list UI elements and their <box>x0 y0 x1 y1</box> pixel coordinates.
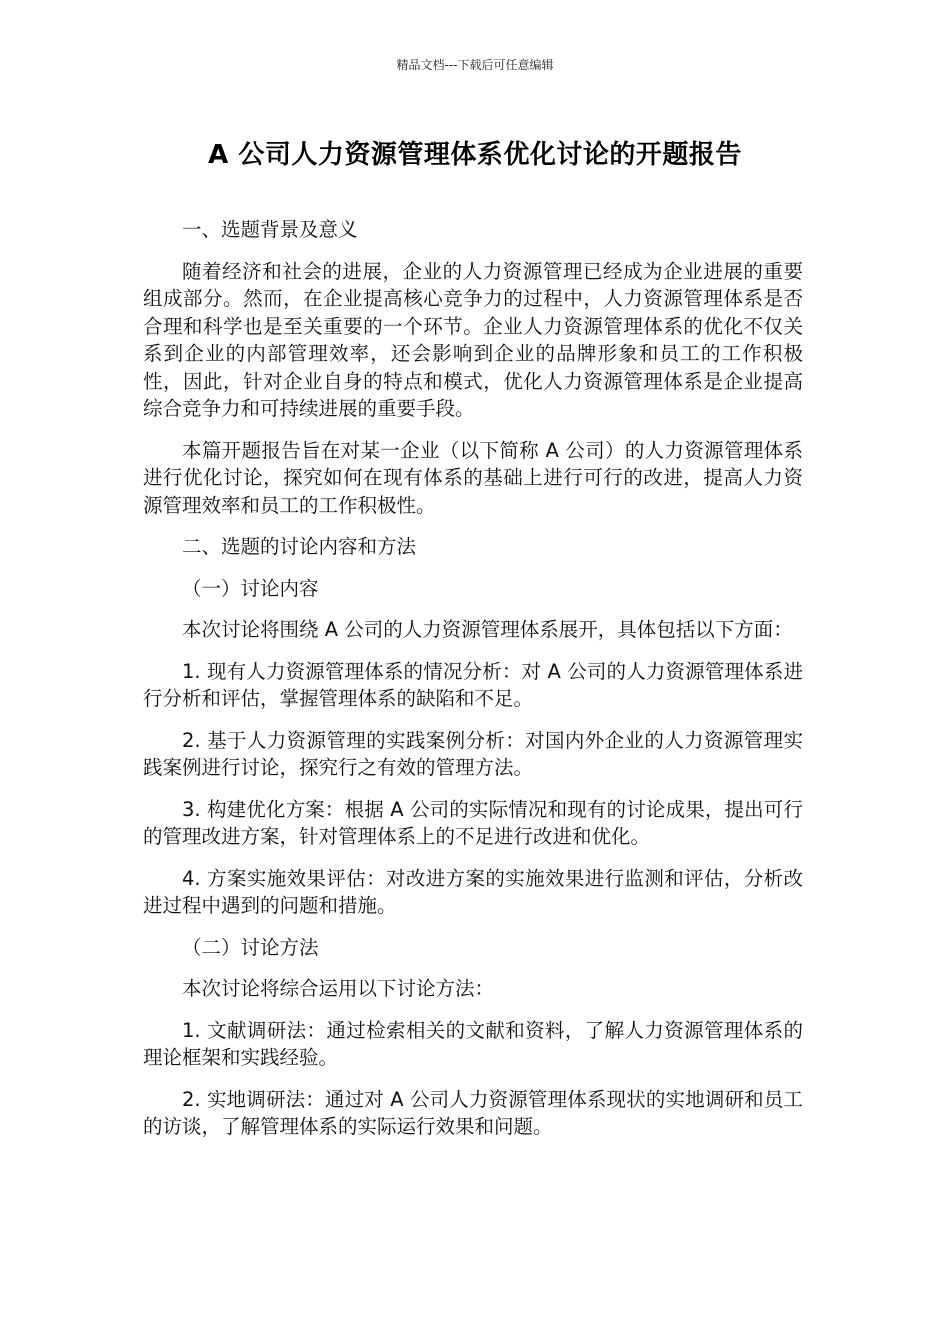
paragraph-method-intro: 本次讨论将综合运用以下讨论方法： <box>182 977 495 1000</box>
list-item-content-2: 2. 基于人力资源管理的实践案例分析：对国内外企业的人力资源管理实践案例进行讨论，探究行之有效的管理方法。 <box>143 728 803 779</box>
document-body <box>143 216 803 1155</box>
subheading-method: （二）讨论方法 <box>182 935 319 959</box>
list-item-content-1: 1. 现有人力资源管理体系的情况分析：对 A 公司的人力资源管理体系进行分析和评估，掌握管理体系的缺陷和不足。 <box>143 659 803 710</box>
list-item-method-1: 1. 文献调研法：通过检索相关的文献和资料，了解人力资源管理体系的理论框架和实践经验。 <box>143 1018 803 1069</box>
list-item-content-4: 4. 方案实施效果评估：对改进方案的实施效果进行监测和评估，分析改进过程中遇到的问题和措施。 <box>143 866 803 917</box>
paragraph-purpose: 本篇开题报告旨在对某一企业（以下简称 A 公司）的人力资源管理体系进行优化讨论，探究如何在现有体系的基础上进行可行的改进，提高人力资源管理效率和员工的工作积极性。 <box>143 438 803 517</box>
list-item-method-2: 2. 实地调研法：通过对 A 公司人力资源管理体系现状的实地调研和员工的访谈，了解管理体系的实际运行效果和问题。 <box>143 1087 803 1138</box>
paragraph-content-intro: 本次讨论将围绕 A 公司的人力资源管理体系展开，具体包括以下方面： <box>182 618 793 641</box>
section-heading-content-method: 二、选题的讨论内容和方法 <box>182 535 417 558</box>
subheading-content: （一）讨论内容 <box>182 576 319 600</box>
section-heading-background: 一、选题背景及意义 <box>182 218 358 241</box>
page-header: 精品文档---下载后可任意编辑 <box>396 58 554 72</box>
list-item-content-3: 3. 构建优化方案：根据 A 公司的实际情况和现有的讨论成果，提出可行的管理改进方案，针对管理体系上的不足进行改进和优化。 <box>143 797 803 848</box>
document-title: A 公司人力资源管理体系优化讨论的开题报告 <box>208 140 742 170</box>
paragraph-background: 随着经济和社会的进展，企业的人力资源管理已经成为企业进展的重要组成部分。然而，在企业提高核心竞争力的过程中，人力资源管理体系是否合理和科学也是至关重要的一个环节。企业人力资源管理体系的优化不仅关系到企业的内部管理效率，还会影响到企业的品牌形象和员工的工作积极性，因此，针对企业自身的特点和模式，优化人力资源管理体系是企业提高综合竞争力和可持续进展的重要手段。 <box>143 259 803 420</box>
